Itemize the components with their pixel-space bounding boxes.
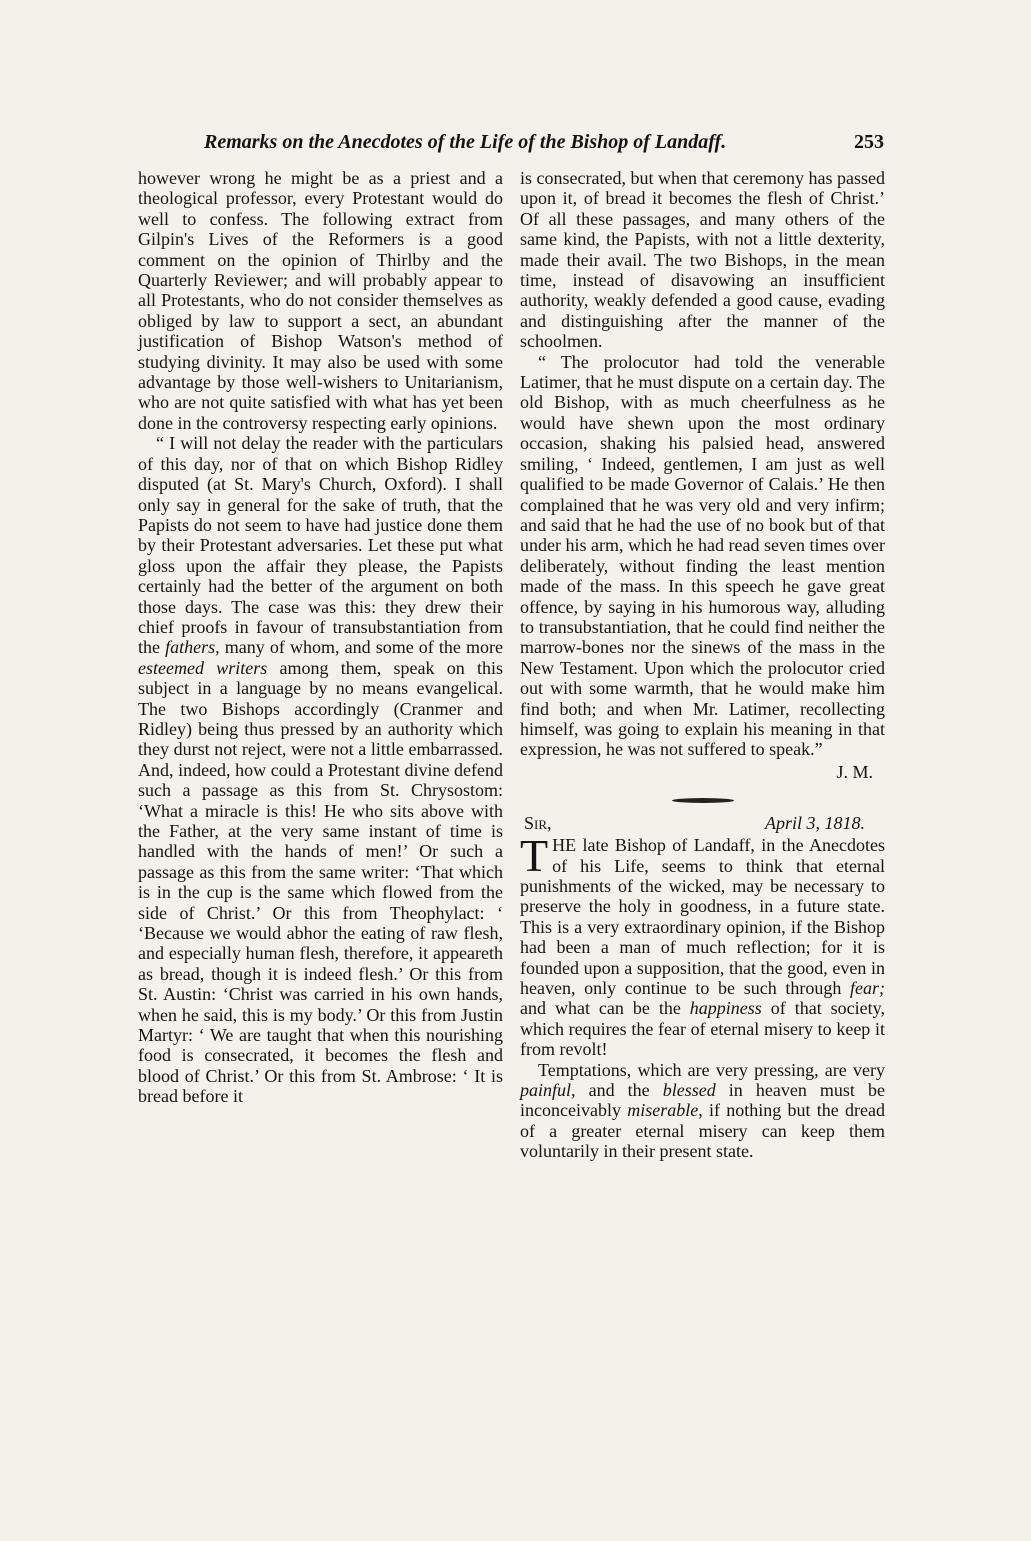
emphasis-painful: painful, <box>520 1080 576 1101</box>
running-title: Remarks on the Anecdotes of the Life of the Bishop of Landaff. <box>204 131 727 153</box>
extract-text: “ I will not delay the reader with the particulars of this day, nor of that on which Bishop Ridley disputed (at St. Mary's Church, Oxford). I shall only say in general for the sake of truth, that the Papists do not seem to have had justice done them by their Protestant adversaries. Let these put what gloss upon the affair they please, the Papists certainly had the better of the argument on both those days. The case was this: they drew their chief proofs in favour of transubstantiation from the <box>138 433 503 658</box>
emphasis-miserable: miserable, <box>627 1100 703 1121</box>
emphasis-happiness: happiness <box>689 998 762 1019</box>
right-column <box>520 168 885 1162</box>
drop-cap: T <box>520 830 549 882</box>
extract-text-3: among them, speak on this subject in a language by no means evangelical. The two Bishops accordingly (Cranmer and Ridley) being thus pressed by an authority which they durst not reject, were not a little embarrassed. And, indeed, how could a Protestant divine defend such a passage as this from St. Chrysostom: ‘What a miracle is this! He who sits above with the Father, at the very same instant of time is handled with the hands of men!’ Or such a passage as this from the same writer: ‘That which is in the cup is the same which flowed from the side of Christ.’ Or this from Theophylact: ‘ ‘Because we would abhor the eating of raw flesh, and especially human flesh, therefore, it appeareth as bread, though it is indeed flesh.’ Or this from St. Austin: ‘Christ was carried in his own hands, when he said, this is my body.’ Or this from Justin Martyr: ‘ We are taught that when this nourishing food is consecrated, it becomes the flesh and blood of Christ.’ Or this from St. Ambrose: ‘ It is bread before it <box>138 657 503 1107</box>
letter-paragraph-2: Temptations, which are very pressing, are very painful, and the blessed in heaven must be inconceivably miserable, if nothing but the dread of a greater eternal misery can keep them voluntarily in their present state. <box>520 1059 886 1162</box>
letter-first-word: HE <box>552 835 577 856</box>
letter-heading <box>520 813 885 835</box>
salutation: Sir, <box>524 813 552 834</box>
latimer-paragraph: “ The prolocutor had told the venerable Latimer, that he must dispute on a certain day. The old Bishop, with as much cheerfulness as he would have shewn upon the most ordinary occasion, shaking his palsied head, answered smiling, ‘ Indeed, gentlemen, I am just as well qualified to be made Governor of Calais.’ He then complained that he was very old and very infirm; and said that he had the use of no book but of that under his arm, which he had read seven times over deliberately, without finding the least mention made of the mass. In this speech he gave great offence, by saying in his humorous way, alluding to transubstantiation, that he could find neither the marrow-bones nor the sinews of the mass in the New Testament. Upon which the prolocutor cried out with some warmth, that he would make him find both; and when Mr. Latimer, recollecting himself, was going to explain his meaning in that expression, he was not suffered to speak.” <box>520 351 885 760</box>
page-number: 253 <box>854 131 884 153</box>
paragraph-continuation: however wrong he might be as a priest and a theological professor, every Protestant would do well to confess. The following extract from Gilpin's Lives of the Reformers is a good comment on the opinion of Thirlby and the Quarterly Reviewer; and will probably appear to all Protestants, who do not consider themselves as obliged by law to support a sect, an abundant justification of Bishop Watson's method of studying divinity. It may also be used with some advantage by those well-wishers to Unitarianism, who are not quite satisfied with what has yet been done in the controversy respecting early opinions. <box>138 168 503 433</box>
letter-date: April 3, 1818. <box>764 813 865 834</box>
emphasis-fear: fear; <box>850 978 885 999</box>
author-signature: J. M. <box>836 761 873 782</box>
emphasis-fathers: fathers, <box>165 637 220 658</box>
page-header <box>138 128 884 160</box>
emphasis-blessed: blessed <box>662 1080 716 1101</box>
emphasis-writers: esteemed writers <box>138 657 268 678</box>
quoted-extract <box>138 433 503 1106</box>
paragraph-continuation-right: is consecrated, but when that ceremony has passed upon it, of bread it becomes the flesh of Christ.’ Of all these passages, and many others of the same kind, the Papists, with not a little dexterity, made their avail. The two Bishops, in the mean time, instead of disavowing an insufficient authority, weakly defended a good cause, evading and distinguishing after the manner of the schoolmen. <box>520 168 885 352</box>
extract-text-2: many of whom, and some of the more <box>219 637 504 658</box>
section-divider <box>672 798 734 803</box>
left-column <box>138 168 503 1107</box>
letter-paragraph-1: THE late Bishop of Landaff, in the Anecdotes of his Life, seems to think that eternal punishments of the wicked, may be necessary to preserve the holy in goodness, in a future state. This is a very extraordinary opinion, if the Bishop had been a man of much reflection; for it is founded upon a supposition, that the good, even in heaven, only continue to be such through fear; and what can be the happiness of that society, which requires the fear of eternal misery to keep it from revolt! <box>520 830 885 1060</box>
